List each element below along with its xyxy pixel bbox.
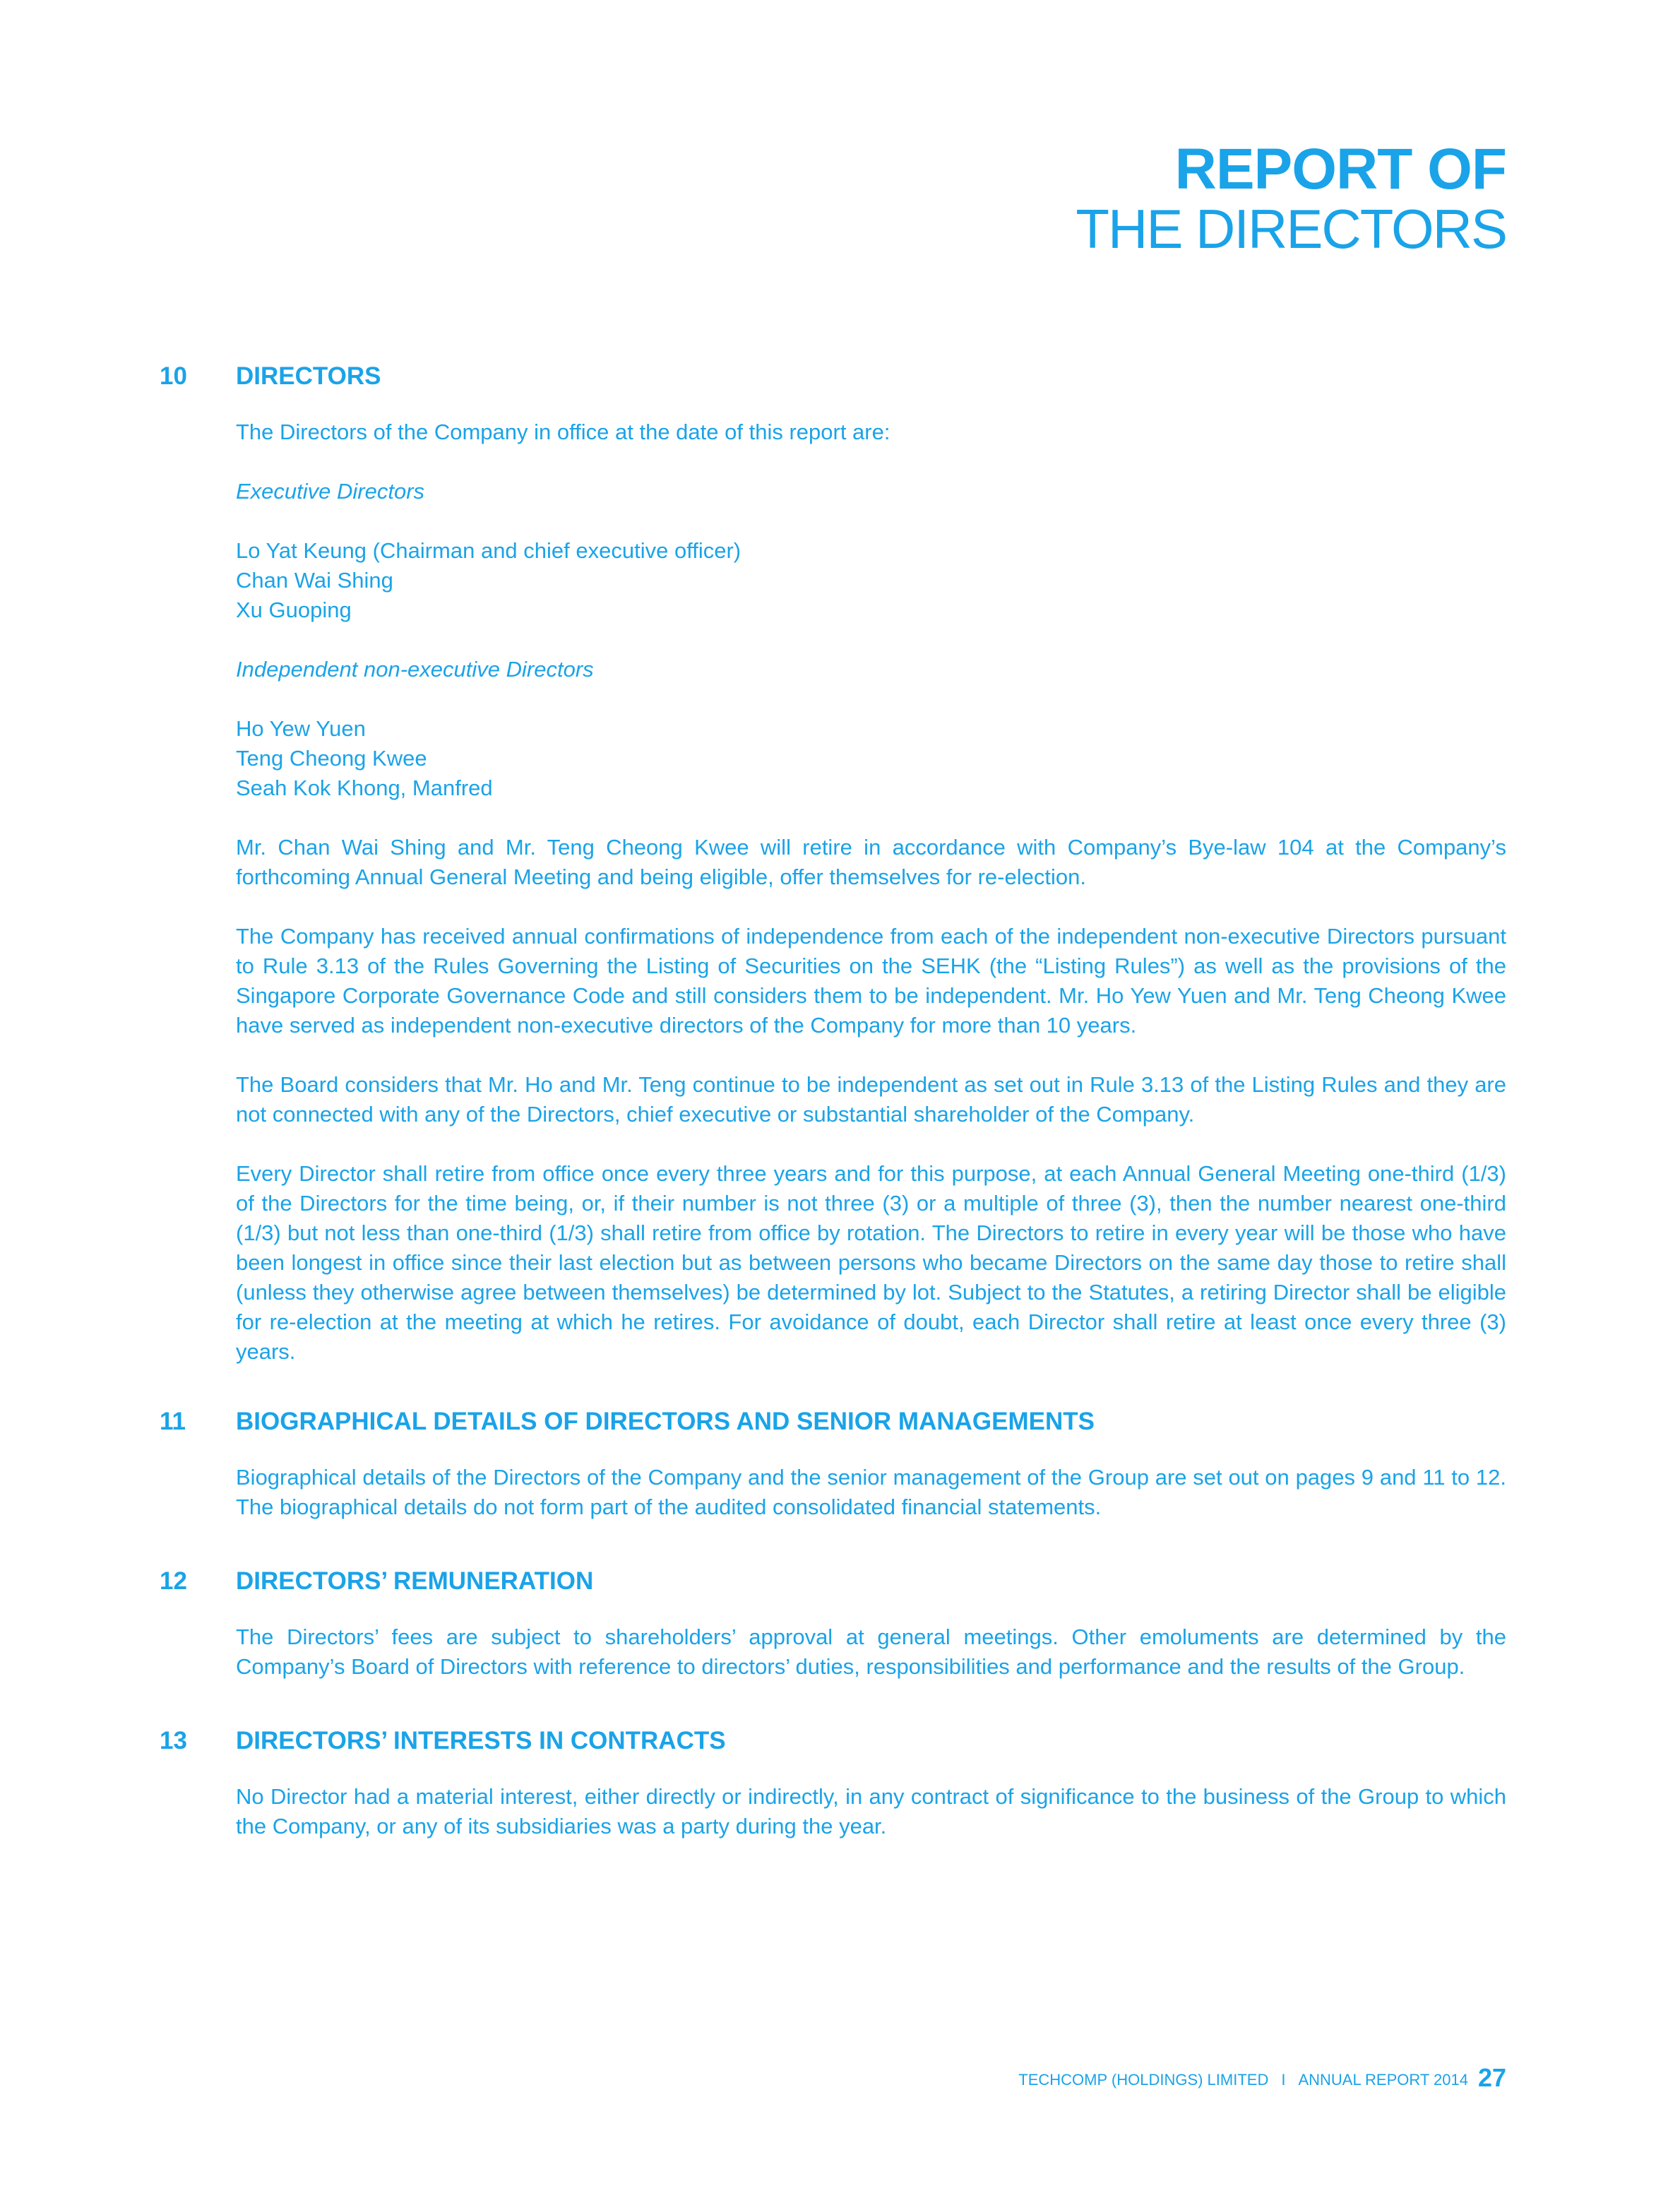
section-title: DIRECTORS’ INTERESTS IN CONTRACTS	[236, 1727, 726, 1754]
section-heading	[160, 1562, 1506, 1601]
report-title-line1: REPORT OF	[1174, 137, 1506, 201]
section-number: 10	[160, 362, 187, 390]
paragraph: Every Director shall retire from office once every three years and for this purpose, at each Annual General Meeting one-third (1/3) of the Directors for the time being, or, if their number is not three (3) or a multiple of three (3), then the number nearest one-third (1/3) but not less than one-third (1/3) shall retire from office by rotation. The Directors to retire in every year will be those who have been longest in office since their last election but as between persons who became Directors on the same day those to retire shall (unless they otherwise agree between themselves) be determined by lot. Subject to the Statutes, a retiring Director shall be eligible for re-election at the meeting at which he retires. For avoidance of doubt, each Director shall retire at least once every three (3) years.	[236, 1161, 1506, 1364]
section-heading	[160, 1402, 1506, 1442]
section-number: 11	[160, 1408, 186, 1435]
paragraph: No Director had a material interest, either directly or indirectly, in any contract of significance to the business of the Group to which the Company, or any of its subsidiaries was a party during the year.	[236, 1784, 1506, 1839]
section-title: BIOGRAPHICAL DETAILS OF DIRECTORS AND SENIOR MANAGEMENTS	[236, 1408, 1095, 1435]
list-item: Lo Yat Keung (Chairman and chief executive officer)	[236, 538, 741, 563]
section-body	[236, 1622, 1506, 1682]
section-interests-in-contracts	[160, 1721, 1506, 1841]
section-title: DIRECTORS’ REMUNERATION	[236, 1567, 594, 1595]
section-number: 12	[160, 1567, 187, 1595]
list-item: Seah Kok Khong, Manfred	[236, 776, 493, 800]
page-footer	[1018, 2062, 1506, 2096]
list-item: Chan Wai Shing	[236, 568, 393, 593]
section-body	[236, 1463, 1506, 1522]
footer-report-title: ANNUAL REPORT 2014	[1298, 2071, 1468, 2089]
list-item: Teng Cheong Kwee	[236, 746, 427, 771]
report-title-line2: THE DIRECTORS	[1076, 198, 1506, 260]
paragraph: The Company has received annual confirmations of independence from each of the independent non-executive Directors pursuant to Rule 3.13 of the Rules Governing the Listing of Securities on the SEHK (the “Listing Rules”) as well as the provisions of the Singapore Corporate Governance Code and still considers them to be independent. Mr. Ho Yew Yuen and Mr. Teng Cheong Kwee have served as independent non-executive directors of the Company for more than 10 years.	[236, 924, 1506, 1038]
paragraph: The Board considers that Mr. Ho and Mr. Teng continue to be independent as set out in Rule 3.13 of the Listing Rules and they are not connected with any of the Directors, chief executive or substantial shareholder of the Company.	[236, 1072, 1506, 1127]
section-heading	[160, 357, 1506, 396]
ined-heading: Independent non-executive Directors	[236, 657, 594, 682]
ined-list	[236, 714, 1506, 803]
section-title: DIRECTORS	[236, 362, 381, 390]
section-heading	[160, 1721, 1506, 1761]
section-directors	[160, 357, 1506, 1367]
paragraph: Biographical details of the Directors of the Company and the senior management of the Group are set out on pages 9 and 11 to 12. The biographical details do not form part of the audited consolidated financial statements.	[236, 1465, 1506, 1519]
directors-intro: The Directors of the Company in office at the date of this report are:	[236, 420, 890, 444]
paragraph: Mr. Chan Wai Shing and Mr. Teng Cheong Kwee will retire in accordance with Company’s Bye-law 104 at the Company’s forthcoming Annual General Meeting and being eligible, offer themselves for re-election.	[236, 835, 1506, 889]
page-header	[1076, 137, 1506, 260]
section-number: 13	[160, 1727, 187, 1754]
section-body	[236, 1782, 1506, 1841]
section-biographical-details	[160, 1402, 1506, 1522]
section-body	[236, 417, 1506, 1367]
section-remuneration	[160, 1562, 1506, 1682]
executive-directors-heading: Executive Directors	[236, 479, 425, 504]
list-item: Xu Guoping	[236, 598, 352, 622]
report-content	[160, 357, 1506, 1881]
page-number: 27	[1477, 2063, 1506, 2092]
footer-separator: I	[1281, 2071, 1286, 2089]
footer-company: TECHCOMP (HOLDINGS) LIMITED	[1018, 2071, 1269, 2089]
paragraph: The Directors’ fees are subject to shareholders’ approval at general meetings. Other emoluments are determined by the Company’s Board of Directors with reference to directors’ duties, responsibilities and performance and the results of the Group.	[236, 1624, 1506, 1679]
list-item: Ho Yew Yuen	[236, 716, 366, 741]
executive-directors-list	[236, 536, 1506, 625]
